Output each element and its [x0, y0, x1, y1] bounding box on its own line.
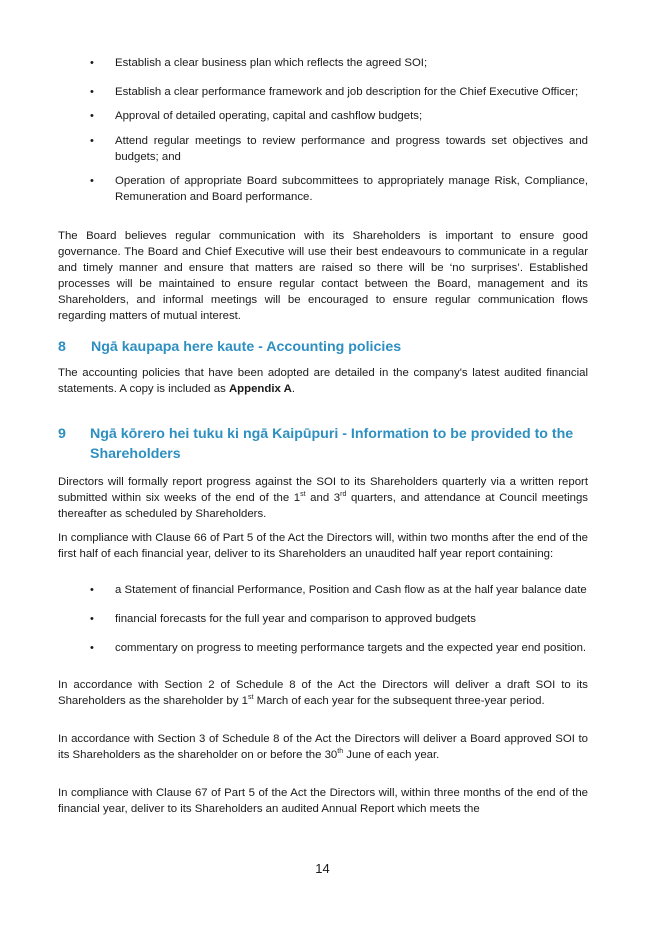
text-run: In accordance with Section 3 of Schedule 8 of the Act the Directors will deliver a Board approved SOI to its Shareholders as the shareholder on or before the 30 — [58, 733, 588, 761]
approved-soi-paragraph — [58, 731, 588, 763]
list-item-text: Operation of appropriate Board subcommittees to appropriately manage Risk, Compliance, Remuneration and Board performance. — [115, 175, 588, 203]
appendix-reference: Appendix A — [228, 383, 292, 395]
accounting-policies-text: The accounting policies that have been adopted are detailed in the company's latest audited financial statements. A copy is included as — [58, 367, 588, 395]
annual-report-paragraph: In compliance with Clause 67 of Part 5 of the Act the Directors will, within three months of the end of the financial year, deliver to its Shareholders an audited Annual Report which meets the — [58, 787, 588, 815]
list-item-text: Establish a clear business plan which reflects the agreed SOI; — [115, 57, 428, 69]
text-run: quarters, and attendance at Council meetings thereafter as scheduled by Shareholders. — [58, 492, 588, 520]
bullet-icon: • — [90, 57, 94, 69]
text-run: and 3 — [305, 492, 341, 504]
superscript: rd — [340, 491, 347, 498]
half-year-report-contents-list — [58, 582, 588, 656]
section-8-heading — [58, 337, 588, 357]
list-item — [58, 640, 588, 656]
list-item-text: Approval of detailed operating, capital and cashflow budgets; — [115, 110, 423, 122]
superscript: st — [300, 491, 306, 498]
board-responsibilities-list — [58, 55, 588, 205]
list-item-text: Attend regular meetings to review performance and progress towards set objectives and budgets; and — [115, 135, 588, 163]
list-item-text: a Statement of financial Performance, Position and Cash flow as at the half year balance date — [115, 584, 587, 596]
bullet-icon: • — [90, 110, 94, 122]
list-item-text: Establish a clear performance framework and job description for the Chief Executive Officer; — [115, 86, 579, 98]
bullet-icon: • — [90, 613, 94, 625]
bullet-icon: • — [90, 135, 94, 147]
bullet-icon: • — [90, 642, 94, 654]
list-item — [58, 84, 588, 100]
list-item-text: financial forecasts for the full year and comparison to approved budgets — [115, 613, 476, 625]
section-8-title: Ngā kaupapa here kaute - Accounting policies — [91, 339, 402, 355]
list-item — [58, 133, 588, 165]
list-item — [58, 582, 588, 598]
text-run: June of each year. — [343, 749, 440, 761]
text-run: In accordance with Section 2 of Schedule 8 of the Act the Directors will deliver a draft SOI to its Shareholders as the shareholder by 1 — [58, 679, 588, 707]
text-run: Directors will formally report progress against the SOI to its Shareholders quarterly via a written report submitted within six weeks of the end of the 1 — [58, 476, 588, 504]
accounting-policies-paragraph — [58, 365, 588, 397]
quarterly-report-paragraph — [58, 474, 588, 522]
list-item-text: commentary on progress to meeting performance targets and the expected year end position. — [115, 642, 587, 654]
text-run: March of each year for the subsequent three-year period. — [253, 695, 545, 707]
list-item — [58, 611, 588, 627]
list-item — [58, 173, 588, 205]
superscript: th — [337, 748, 344, 755]
list-item — [58, 55, 588, 71]
bullet-icon: • — [90, 175, 94, 187]
communication-paragraph: The Board believes regular communication with its Shareholders is important to ensure good governance. The Board and Chief Executive will use their best endeavours to communicate in a regular and timely manner and ensure that matters are raised so there will be ‘no surprises’. Established processes will be maintained to ensure regular contact between the Board, management and its Shareholders, and informal meetings will be encouraged to ensure regular communication flows regarding matters of mutual interest. — [58, 230, 588, 322]
section-9-title: Ngā kōrero hei tuku ki ngā Kaipūpuri - Information to be provided to the Shareholders — [90, 426, 574, 462]
draft-soi-paragraph — [58, 677, 588, 709]
superscript: st — [247, 694, 254, 701]
half-year-report-paragraph: In compliance with Clause 66 of Part 5 of the Act the Directors will, within two months after the end of the first half of each financial year, deliver to its Shareholders an unaudited half year report containing: — [58, 532, 588, 560]
section-8-number: 8 — [58, 339, 66, 355]
page-number: 14 — [315, 861, 330, 876]
section-9-heading — [58, 424, 588, 464]
bullet-icon: • — [90, 584, 94, 596]
sentence-end: . — [291, 383, 295, 395]
section-9-number: 9 — [58, 426, 66, 442]
list-item — [58, 108, 588, 124]
bullet-icon: • — [90, 86, 94, 98]
page-content — [58, 55, 588, 817]
